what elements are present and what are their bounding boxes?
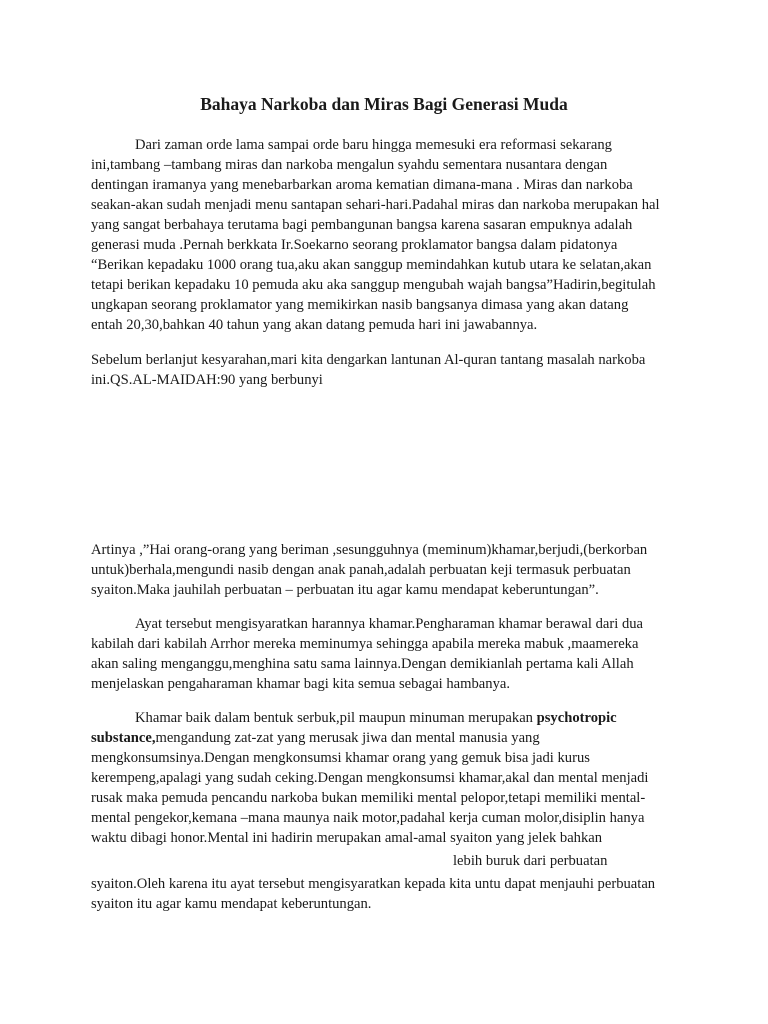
paragraph-1-line: seakan-akan sudah menjadi menu santapan sehari-hari.Padahal miras dan narkoba merupakan hal [91,197,660,213]
paragraph-5-line: mental pengekor,kemana –mana maunya naik motor,padahal kerja cuman molor,disiplin hanya [91,810,645,826]
paragraph-1-line: Dari zaman orde lama sampai orde baru hingga memesuki era reformasi sekarang [135,137,612,153]
paragraph-5-line [91,728,540,748]
paragraph-2-line: ini.QS.AL-MAIDAH:90 yang berbunyi [91,372,323,388]
paragraph-1-line: yang sangat berbahaya terutama bagi pembangunan bangsa karena sasaran empuknya adalah [91,217,633,233]
document-title: Bahaya Narkoba dan Miras Bagi Generasi Muda [200,94,568,114]
bold-term: psychotropic [536,710,617,726]
paragraph-5-line: syaiton itu agar kamu mendapat keberuntungan. [91,896,372,912]
paragraph-3-line: Artinya ,”Hai orang-orang yang beriman ,sesungguhnya (meminum)khamar,berjudi,(berkorban [91,542,648,558]
paragraph-1-line: entah 20,30,bahkan 40 tahun yang akan datang pemuda hari ini jawabannya. [91,317,538,333]
paragraph-4-line: akan saling menganggu,menghina satu sama lainnya.Dengan demikianlah pertama kali Allah [91,656,634,672]
paragraph-1-line: ungkapan seorang proklamator yang memikirkan nasib bangsanya dimasa yang akan datang [91,297,629,313]
paragraph-3-line: untuk)berhala,mengundi nasib dengan anak panah,adalah perbuatan keji termasuk perbuatan [91,562,631,578]
paragraph-1-line: “Berikan kepadaku 1000 orang tua,aku akan sanggup memindahkan kutub utara ke selatan,akan [91,257,652,273]
paragraph-5-line: waktu dibagi honor.Mental ini hadirin merupakan amal-amal syaiton yang jelek bahkan [91,830,603,846]
paragraph-4-line: Ayat tersebut mengisyaratkan harannya khamar.Pengharaman khamar berawal dari dua [135,616,644,632]
bold-term: substance, [91,730,156,746]
paragraph-4-line: menjelaskan pengaharaman khamar bagi kita semua sebagai hambanya. [91,676,510,692]
paragraph-5-text: mengandung zat-zat yang merusak jiwa dan mental manusia yang [155,730,540,746]
paragraph-1-line: ini,tambang –tambang miras dan narkoba mengalun syahdu sementara nusantara dengan [91,157,608,173]
paragraph-5-line: rusak maka pemuda pencandu narkoba bukan memiliki mental pelopor,tetapi memiliki mental- [91,790,646,806]
paragraph-4-line: kabilah dari kabilah Arrhor mereka meminumya sehingga apabila mereka mabuk ,maamereka [91,636,639,652]
paragraph-3-line: syaiton.Maka jauhilah perbuatan – perbuatan itu agar kamu mendapat keberuntungan”. [91,582,599,598]
paragraph-5-line [135,708,617,728]
paragraph-1-line: generasi muda .Pernah berkkata Ir.Soekarno seorang proklamator bangsa dalam pidatonya [91,237,618,253]
paragraph-5-line: mengkonsumsinya.Dengan mengkonsumsi khamar orang yang gemuk bisa jadi kurus [91,750,590,766]
paragraph-5-line: syaiton.Oleh karena itu ayat tersebut mengisyaratkan kepada kita untu dapat menjauhi perbuatan [91,876,656,892]
paragraph-5-line: kerempeng,apalagi yang sudah ceking.Dengan mengkonsumsi khamar,akal dan mental menjadi [91,770,649,786]
paragraph-1-line: tetapi berikan kepadaku 10 pemuda aku aka sanggup mengubah wajah bangsa”Hadirin,begitulah [91,277,656,293]
paragraph-5-line: lebih buruk dari perbuatan [453,853,608,869]
paragraph-1-line: dentingan iramanya yang menebarbarkan aroma kematian dimana-mana . Miras dan narkoba [91,177,633,193]
paragraph-2-line: Sebelum berlanjut kesyarahan,mari kita dengarkan lantunan Al-quran tantang masalah narkoba [91,352,646,368]
paragraph-5-text: Khamar baik dalam bentuk serbuk,pil maupun minuman merupakan [135,710,537,726]
